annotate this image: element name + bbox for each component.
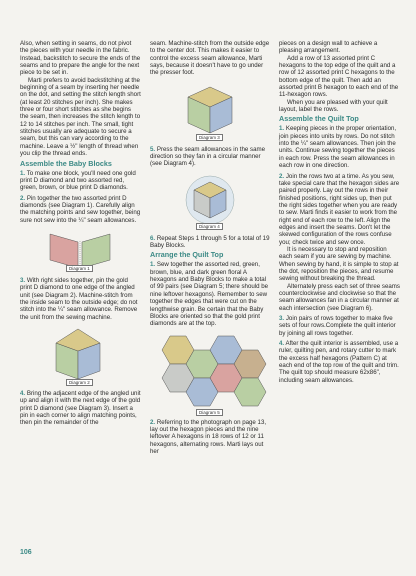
assemble-step-1 — [279, 125, 400, 169]
step-number: 1. — [279, 125, 285, 133]
step-text: Join pairs of rows together to make five sets of four rows.Complete the quilt interior by joining all rows together. — [279, 315, 396, 337]
arrange-step-1 — [150, 261, 271, 327]
step-number: 1. — [20, 169, 26, 177]
diagram-2-illustration — [20, 325, 141, 387]
step-text: Pin together the two assorted print D diamonds (see Diagram 1). Carefully align the matching points and sew together, being sure not sew into the ¼" seam allowances. — [20, 194, 141, 224]
column-2 — [150, 40, 271, 455]
step-text: Press the seam allowances in the same direction so they fan in a circular manner (see Diagram 4). — [150, 145, 266, 168]
diagram-caption: Diagram 3 — [196, 134, 223, 141]
step-number: 1. — [150, 261, 156, 269]
section-heading: Assemble the Quilt Top — [279, 114, 359, 124]
diagram-5 — [150, 332, 271, 416]
assemble-step-3 — [279, 315, 400, 337]
paragraph: seam. Machine-stitch from the outside edge to the center dot. This makes it easier to control the excess seam allowance, Marti says, because it doesn't have to go under the presser foot. — [150, 40, 270, 77]
paragraph: Marti prefers to avoid backstitching at the beginning of a seam by inserting her needle on the dot, and setting the stitch length short (at least 20 stitches per inch). She makes three or four short stitches as she begins the seam, then increases the stitch length to 12 to 14 stitches per inch. The small, tight stitches usually are adequate to secure a seam, but this can vary according to the machine. Leave a ½" length of thread when you clip the thread ends. — [20, 76, 141, 158]
step-5 — [150, 146, 271, 168]
diagram-1 — [20, 228, 141, 274]
step-3 — [20, 277, 141, 321]
diagram-3 — [150, 83, 271, 143]
step-number: 2. — [150, 418, 156, 426]
diagram-caption: Diagram 4 — [196, 223, 223, 230]
column-3 — [279, 40, 400, 384]
step-text: Join the rows two at a time. As you sew, take special care that the hexagon sides are paired properly. Lay out the rows in their finished positions, right sides up, then put the right sides together when you are ready to sew. Marti finds it easier to work from the right end of each row to the left. Align the edges and insert the seams. Don't let the skewed configuration of the rows confuse you; check twice and sew once. — [279, 172, 400, 246]
paragraph: Alternately press each set of three seams counterclockwise and clockwise so that the seam allowances fan in a circular manner at each intersection (see Diagram 6). — [279, 282, 400, 312]
step-text: To make one block, you'll need one gold print D diamond and two assorted red, green, brown, or blue print D diamonds. — [20, 169, 136, 192]
diagram-2 — [20, 325, 141, 387]
page-number: 106 — [20, 549, 32, 556]
diagram-5-illustration — [150, 332, 271, 416]
step-text: Keeping pieces in the proper orientation, join pieces into units by rows. Do not stitch into the ¼" seam allowances. Then join the units. Continue sewing together the pieces in each row. Press the seam allowances in each row in one direction. — [279, 125, 397, 170]
assemble-step-2 — [279, 173, 400, 246]
paragraph: Also, when setting in seams, do not pivot the pieces with your needle in the fabric. Instead, backstitch to secure the ends of the seams and to prepare the angle for the next piece to be set in. — [20, 40, 141, 77]
step-text: Bring the adjacent edge of the angled unit up and align it with the next edge of the gold print D diamond (see Diagram 3). Insert a pin in each corner to align matching points, then pin the remainder of the — [20, 389, 141, 427]
paragraph: It is necessary to stop and reposition each seam if you are sewing by machine. When sewing by hand, it is simple to stop at the dot, reposition the pieces, and resume sewing without breaking the thread. — [279, 245, 399, 283]
step-1 — [20, 170, 141, 192]
step-number: 2. — [279, 172, 285, 180]
paragraph: pieces on a design wall to achieve a pleasing arrangement. — [279, 40, 378, 55]
diagram-caption: Diagram 5 — [196, 409, 223, 416]
diagram-caption: Diagram 2 — [66, 379, 93, 386]
paragraph: Add a row of 13 assorted print C hexagons to the top edge of the quilt and a row of 12 assorted print C hexagons to the bottom edge of the quilt. Then add an assorted print B hexagon to each end of the 11-hexagon rows. — [279, 54, 399, 99]
section-heading: Assemble the Baby Blocks — [20, 158, 112, 168]
step-2 — [20, 195, 141, 224]
column-1 — [20, 40, 141, 427]
step-6 — [150, 235, 271, 250]
arrange-step-2 — [150, 419, 271, 456]
step-number: 2. — [20, 194, 26, 202]
step-text: After the quilt interior is assembled, use a ruler, quilting pen, and rotary cutter to mark the excess half hexagons (Pattern C) at each end of the top row of the quilt and trim. The quilt top should measure 62x86", including seam allowances. — [279, 340, 399, 384]
step-text: Sew together the assorted red, green, brown, blue, and dark green floral A hexagons and Baby Blocks to make a total of 99 pairs (see Diagram 5; there should be nine leftover hexagons). Remember to sew together the edges that were cut on the lengthwise grain. Be certain that the Baby Blocks are oriented so that the gold print diamonds are at the top. — [150, 261, 269, 328]
step-number: 5. — [150, 145, 156, 153]
step-text: Repeat Steps 1 through 5 for a total of 19 Baby Blocks. — [150, 234, 270, 250]
paragraph: When you are pleased with your quilt layout, label the rows. — [279, 98, 388, 114]
step-text: Referring to the photograph on page 13, lay out the hexagon pieces and the nine leftover A hexagons in 18 rows of 12 or 11 hexagons, alternating rows. Marti lays out her — [150, 418, 267, 455]
section-heading: Arrange the Quilt Top — [150, 250, 224, 260]
step-number: 3. — [279, 315, 285, 323]
step-number: 6. — [150, 234, 156, 242]
step-text: With right sides together, pin the gold print D diamond to one edge of the angled unit (see Diagram 2). Machine-stitch from the inside seam to the outside edge; do not stitch into the ¼" seam allowance. Remove the unit from the sewing machine. — [20, 276, 138, 321]
step-number: 4. — [279, 340, 285, 348]
diagram-caption: Diagram 1 — [66, 265, 93, 272]
step-number: 4. — [20, 389, 26, 397]
step-4 — [20, 390, 141, 427]
step-number: 3. — [20, 276, 26, 284]
assemble-step-4 — [279, 340, 400, 384]
diagram-4 — [150, 172, 271, 232]
